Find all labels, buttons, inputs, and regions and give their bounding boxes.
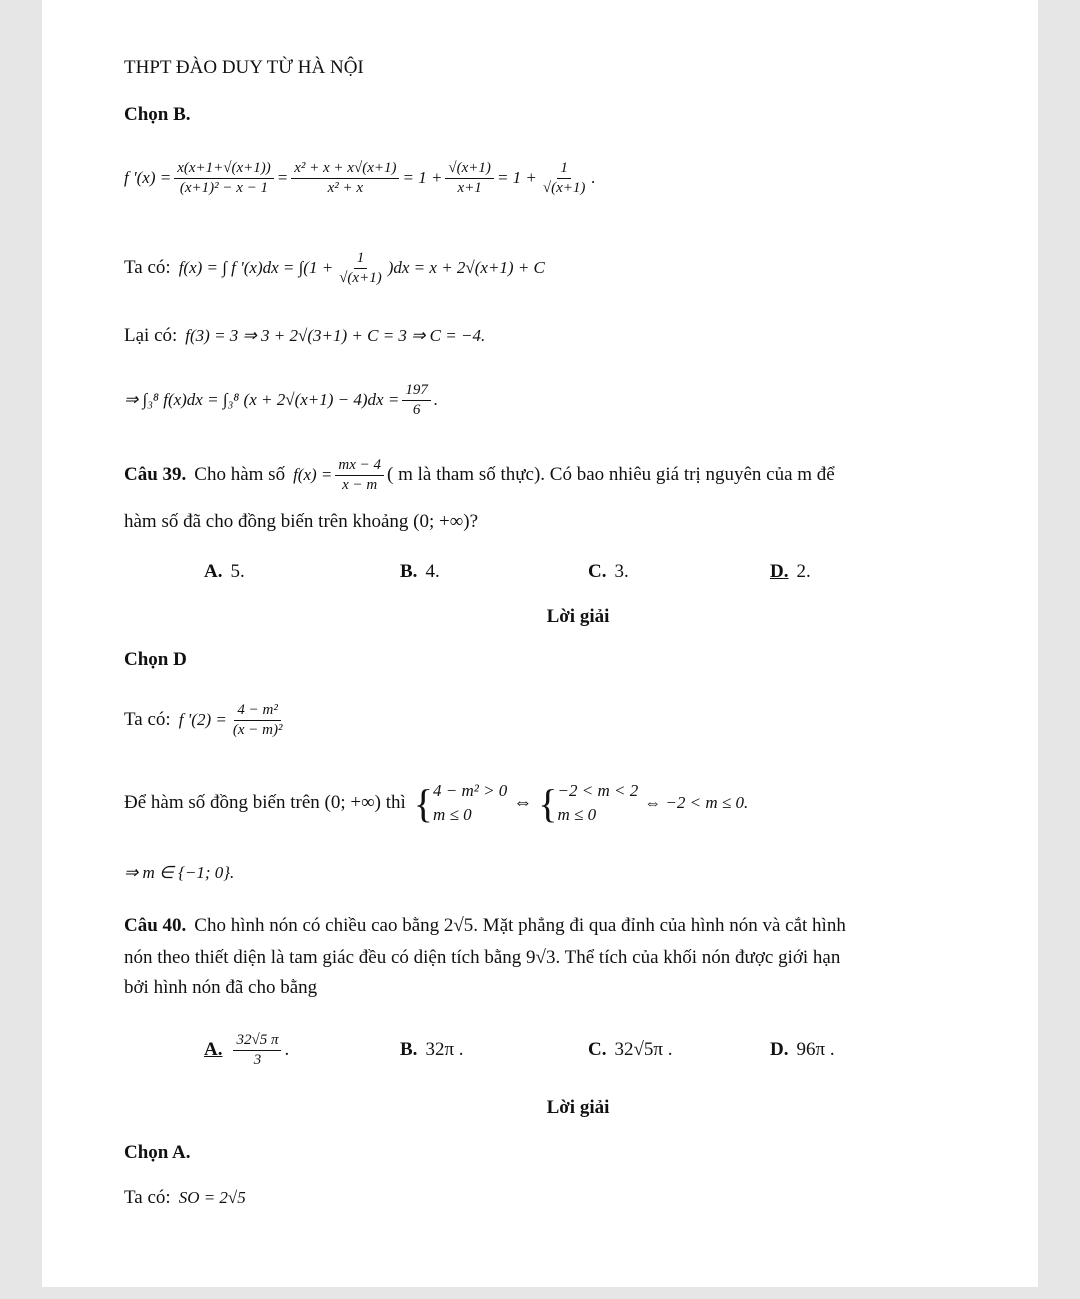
fraction [174, 160, 274, 197]
den: 6 [412, 401, 421, 418]
fprime-formula [124, 158, 596, 198]
question-text: hàm số đã cho đồng biến trên khoảng (0; +∞)? [124, 511, 479, 532]
num: x(x+1+√(x+1)) [174, 160, 274, 179]
math: ⇒ ∫₃⁸ f(x)dx = ∫₃⁸ (x + 2√(x+1) − 4)dx = [124, 390, 400, 409]
den: (x+1)² − x − 1 [179, 179, 269, 196]
question-number: Câu 39. [124, 464, 187, 485]
solution-heading: Lời giải [546, 1097, 610, 1118]
conclusion: ⇒ m ∈ {−1; 0}. [124, 863, 235, 882]
math: m ≤ 0 [432, 805, 472, 824]
question-39 [124, 455, 835, 495]
text: ( m là tham số thực). Có bao nhiêu giá trị nguyên của m để [387, 464, 835, 485]
math: 4 − m² > 0 [432, 781, 508, 800]
den: x² + x [327, 179, 364, 196]
label: Ta có: [124, 257, 171, 278]
option-value: 32π . [425, 1039, 464, 1060]
math: f '(x) = [124, 168, 172, 187]
option-key: B. [400, 1039, 418, 1060]
system [433, 779, 507, 827]
option-value: 2. [796, 561, 811, 582]
question-text: bởi hình nón đã cho bằng [124, 977, 318, 998]
num: 32√5 π [233, 1032, 281, 1051]
fraction [540, 160, 589, 197]
math: ⇔ −2 < m ≤ 0. [644, 793, 749, 812]
math: ⇔ [513, 792, 533, 813]
math: SO = 2√5 [178, 1188, 246, 1207]
fraction [335, 457, 384, 494]
condition-line [124, 780, 749, 826]
option-a [204, 552, 245, 592]
option-key: B. [400, 561, 418, 582]
math: . [433, 390, 439, 409]
label: Ta có: [124, 709, 171, 730]
option-key: D. [770, 561, 789, 582]
math: . [591, 168, 596, 187]
math: = 1 + [496, 168, 537, 187]
fraction [445, 160, 494, 197]
label: Lại có: [124, 325, 178, 346]
math: f(x) = [293, 465, 333, 484]
integral-line [124, 380, 438, 420]
math: )dx = x + 2√(x+1) + C [387, 258, 545, 277]
page-header: THPT ĐÀO DUY TỪ HÀ NỘI [124, 57, 364, 78]
option-key: A. [204, 561, 223, 582]
option-value: 4. [425, 561, 440, 582]
fraction [230, 702, 286, 739]
num: mx − 4 [335, 457, 384, 476]
option-b [400, 552, 440, 592]
fraction [233, 1032, 281, 1069]
text: Để hàm số đồng biến trên (0; +∞) thì [124, 792, 406, 813]
solution-heading: Lời giải [546, 606, 610, 627]
derivative-line [124, 700, 288, 740]
num: 197 [402, 382, 431, 401]
den: √(x+1) [542, 179, 586, 196]
option-d [770, 1030, 835, 1070]
den: 3 [253, 1051, 262, 1068]
den: (x − m)² [232, 721, 283, 738]
option-key: D. [770, 1039, 789, 1060]
text: Cho hàm số [194, 464, 286, 485]
constant-line [124, 316, 485, 356]
option-a [204, 1030, 289, 1070]
num: x² + x + x√(x+1) [291, 160, 399, 179]
antiderivative-line [124, 248, 545, 288]
system [558, 779, 639, 827]
brace: { [538, 780, 558, 826]
fraction [402, 382, 431, 419]
den: x − m [342, 476, 378, 493]
math: f(3) = 3 ⇒ 3 + 2√(3+1) + C = 3 ⇒ C = −4. [185, 326, 486, 345]
math: m ≤ 0 [557, 805, 597, 824]
choice-a: Chọn A. [124, 1142, 191, 1163]
option-c [588, 1030, 673, 1070]
option-value: 96π . [796, 1039, 835, 1060]
question-text: nón theo thiết diện là tam giác đều có diện tích bằng 9√3. Thể tích của khối nón được giới hạn [124, 947, 841, 968]
so-line [124, 1178, 246, 1218]
option-value: 5. [230, 561, 245, 582]
num: 1 [557, 160, 571, 179]
num: √(x+1) [445, 160, 494, 179]
num: 4 − m² [234, 702, 280, 721]
option-c [588, 552, 629, 592]
den: √(x+1) [339, 269, 382, 286]
den: x+1 [457, 179, 482, 196]
option-value: 32√5π . [614, 1039, 673, 1060]
num: 1 [354, 250, 368, 269]
math: = [276, 168, 289, 187]
fraction [291, 160, 399, 197]
label: Ta có: [124, 1187, 171, 1208]
choice-d: Chọn D [124, 649, 187, 670]
option-value: 3. [614, 561, 629, 582]
option-d [770, 552, 811, 592]
option-value: . [284, 1039, 290, 1060]
fraction [336, 250, 385, 287]
option-key: C. [588, 1039, 607, 1060]
math: −2 < m < 2 [557, 781, 639, 800]
choice-b: Chọn B. [124, 104, 191, 125]
option-key: A. [204, 1039, 223, 1060]
text: Cho hình nón có chiều cao bằng 2√5. Mặt phẳng đi qua đỉnh của hình nón và cắt hình [194, 915, 846, 936]
math: = 1 + [402, 168, 443, 187]
question-number: Câu 40. [124, 915, 187, 936]
brace: { [413, 780, 433, 826]
math: f(x) = ∫ f '(x)dx = ∫(1 + [178, 258, 334, 277]
math: f '(2) = [178, 710, 227, 729]
option-key: C. [588, 561, 607, 582]
option-b [400, 1030, 464, 1070]
